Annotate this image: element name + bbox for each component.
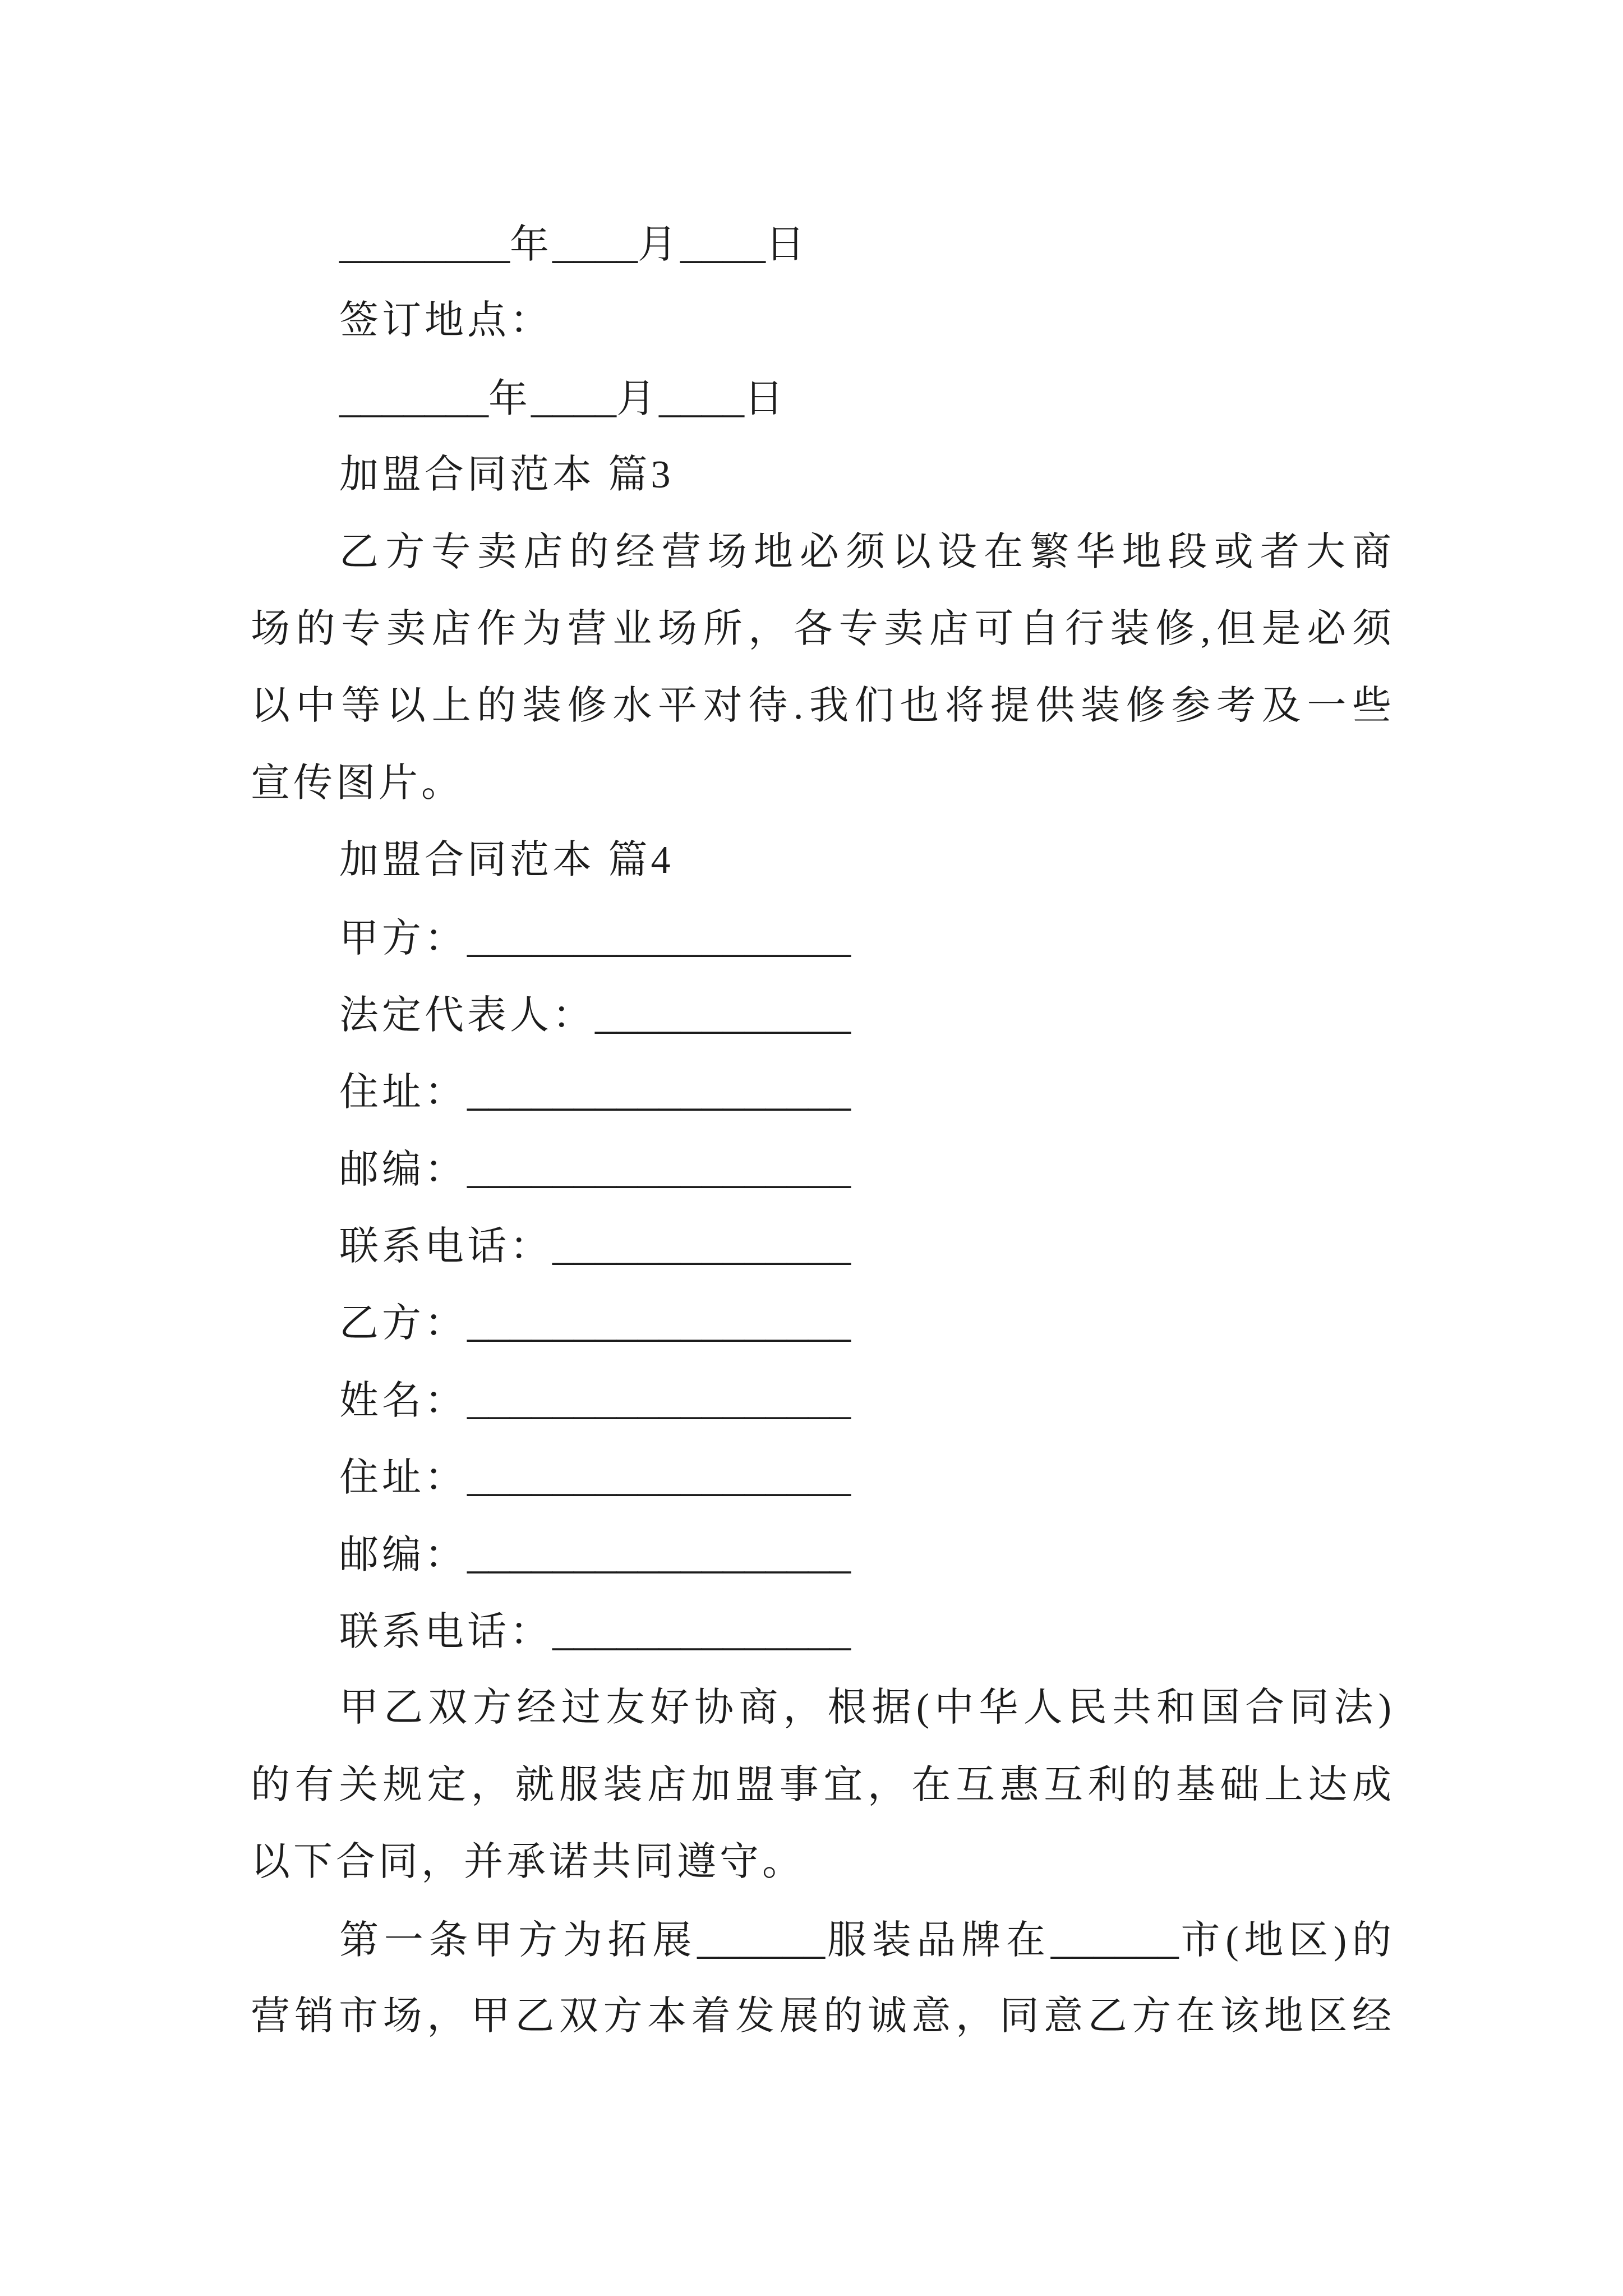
brand-blank: ______ bbox=[697, 1915, 826, 1963]
section-3-title: 加盟合同范本 篇3 bbox=[339, 453, 674, 497]
field-blank: __________________ bbox=[467, 1453, 851, 1501]
field-blank: __________________ bbox=[467, 1144, 851, 1192]
field-label: 住址： bbox=[339, 1456, 467, 1500]
preamble-line: 的有关规定，就服装店加盟事宜，在互惠互利的基础上达成 bbox=[251, 1763, 1395, 1807]
month-blank: ____ bbox=[531, 374, 616, 421]
year-label: 年 bbox=[510, 223, 552, 266]
party-b-phone-field bbox=[251, 1593, 1395, 1669]
section-4-title: 加盟合同范本 篇4 bbox=[339, 839, 674, 882]
article-1-line: 营销市场，甲乙双方本着发展的诚意，同意乙方在该地区经 bbox=[251, 1994, 1395, 2038]
party-a-address-field bbox=[251, 1053, 1395, 1130]
article-1-line bbox=[251, 1901, 1395, 1978]
field-label: 姓名： bbox=[339, 1379, 467, 1423]
field-label: 法定代表人： bbox=[339, 993, 595, 1037]
paragraph-line: 以中等以上的装修水平对待.我们也将提供装修参考及一些 bbox=[251, 684, 1395, 728]
article-text: 服装品牌在 bbox=[825, 1918, 1051, 1962]
field-label: 邮编： bbox=[339, 1148, 467, 1191]
day-label: 日 bbox=[744, 377, 787, 421]
field-label: 联系电话： bbox=[339, 1611, 552, 1654]
paragraph-line: 场的专卖店作为营业场所，各专卖店可自行装修,但是必须 bbox=[251, 607, 1395, 651]
day-blank: ____ bbox=[680, 220, 766, 267]
document-body bbox=[251, 205, 1395, 2055]
field-blank: __________________ bbox=[467, 1375, 851, 1423]
year-blank: ________ bbox=[339, 220, 510, 267]
party-b-address-field bbox=[251, 1438, 1395, 1515]
article-text: 第一条甲方为拓展 bbox=[339, 1918, 698, 1962]
day-label: 日 bbox=[766, 223, 808, 266]
preamble-line: 甲乙双方经过友好协商，根据(中华人民共和国合同法) bbox=[339, 1686, 1395, 1730]
signing-date-line bbox=[251, 205, 1395, 282]
field-blank: __________________ bbox=[467, 913, 851, 961]
city-blank: ______ bbox=[1050, 1915, 1179, 1963]
paragraph-line: 宣传图片。 bbox=[251, 761, 464, 805]
month-label: 月 bbox=[616, 377, 659, 421]
party-a-postcode-field bbox=[251, 1130, 1395, 1207]
year-blank: _______ bbox=[339, 374, 488, 421]
month-blank: ____ bbox=[552, 220, 638, 267]
field-blank: ______________ bbox=[552, 1607, 851, 1655]
legal-representative-field bbox=[251, 976, 1395, 1053]
party-a-field bbox=[251, 899, 1395, 976]
party-a-phone-field bbox=[251, 1207, 1395, 1284]
party-b-postcode-field bbox=[251, 1516, 1395, 1593]
party-b-name-field bbox=[251, 1361, 1395, 1438]
article-text: 市(地区)的 bbox=[1178, 1918, 1395, 1962]
field-blank: ______________ bbox=[552, 1222, 851, 1269]
field-label: 邮编： bbox=[339, 1533, 467, 1577]
year-label: 年 bbox=[488, 377, 531, 421]
month-label: 月 bbox=[638, 223, 680, 266]
signing-place-label: 签订地点： bbox=[339, 299, 552, 343]
party-b-field bbox=[251, 1284, 1395, 1361]
field-label: 联系电话： bbox=[339, 1225, 552, 1269]
paragraph-line: 乙方专卖店的经营场地必须以设在繁华地段或者大商 bbox=[339, 530, 1395, 574]
field-label: 甲方： bbox=[339, 917, 467, 960]
field-blank: __________________ bbox=[467, 1530, 851, 1577]
field-blank: __________________ bbox=[467, 1299, 851, 1346]
field-blank: ____________ bbox=[595, 990, 851, 1038]
field-label: 住址： bbox=[339, 1071, 467, 1115]
field-blank: __________________ bbox=[467, 1068, 851, 1115]
signing-date-line bbox=[251, 360, 1395, 436]
day-blank: ____ bbox=[659, 374, 744, 421]
field-label: 乙方： bbox=[339, 1302, 467, 1346]
preamble-line: 以下合同，并承诺共同遵守。 bbox=[251, 1841, 805, 1884]
